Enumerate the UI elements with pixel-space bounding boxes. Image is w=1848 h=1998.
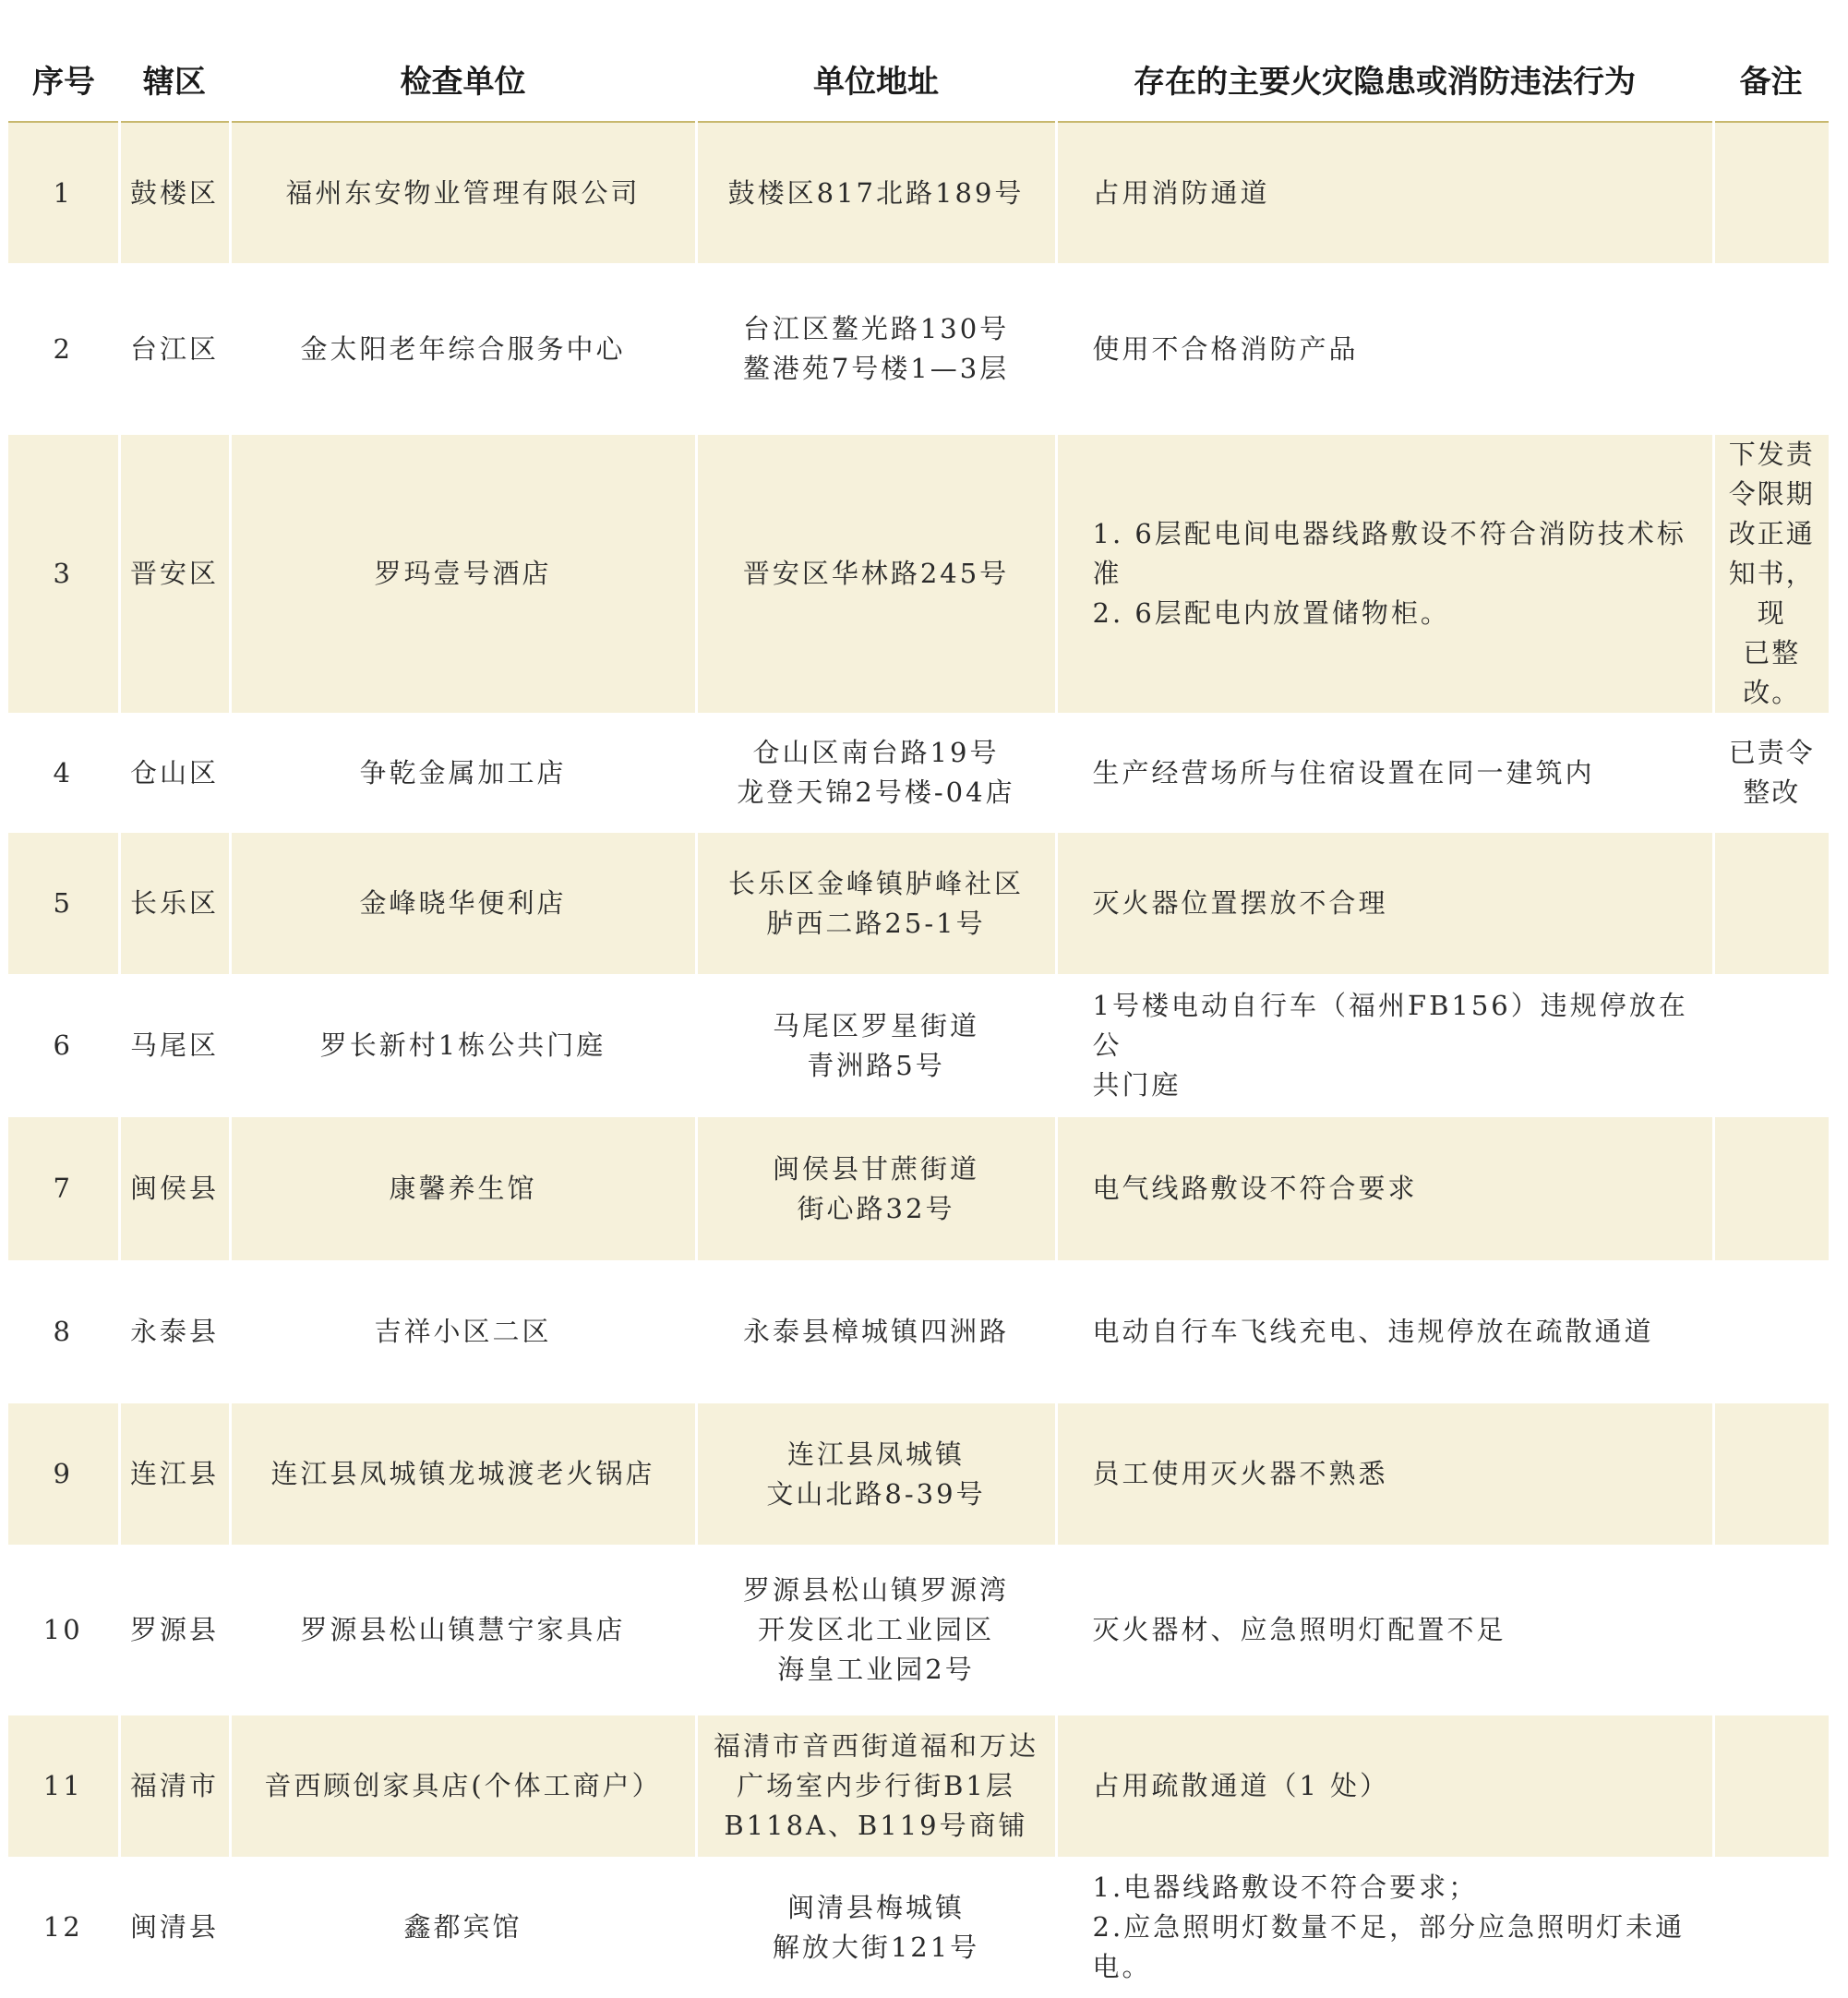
cell-district: 闽清县 (119, 1857, 230, 1998)
cell-no: 2 (8, 263, 119, 435)
cell-no: 12 (8, 1857, 119, 1998)
cell-note (1713, 122, 1829, 263)
cell-address-line: 马尾区罗星街道 (772, 1009, 979, 1041)
cell-no: 5 (8, 833, 119, 974)
cell-address (696, 833, 1056, 974)
cell-address-line: 永泰县樟城镇四洲路 (742, 1316, 1009, 1347)
cell-note (1713, 1715, 1829, 1857)
cell-district: 罗源县 (119, 1545, 230, 1715)
cell-address-line: 广场室内步行街B1层 (737, 1770, 1015, 1801)
table-row (8, 263, 1829, 435)
cell-address (696, 435, 1056, 713)
inspection-table (8, 37, 1829, 1998)
cell-no: 6 (8, 974, 119, 1117)
header-note: 备注 (1713, 37, 1829, 122)
cell-unit: 罗玛壹号酒店 (230, 435, 696, 713)
cell-district: 长乐区 (119, 833, 230, 974)
cell-issue-line: 1号楼电动自行车（福州FB156）违规停放在公 (1092, 990, 1688, 1061)
table-row (8, 1857, 1829, 1998)
cell-address-line: 仓山区南台路19号 (752, 737, 1000, 768)
cell-note (1713, 1403, 1829, 1545)
cell-unit: 吉祥小区二区 (230, 1260, 696, 1403)
cell-address (696, 1403, 1056, 1545)
cell-address-line: 晋安区华林路245号 (742, 558, 1010, 589)
header-row (8, 37, 1829, 122)
cell-note (1713, 974, 1829, 1117)
cell-address (696, 1857, 1056, 1998)
cell-issue (1056, 1857, 1713, 1998)
cell-district: 仓山区 (119, 713, 230, 833)
cell-address-line: 罗源县松山镇罗源湾 (742, 1574, 1009, 1606)
cell-note (1713, 713, 1829, 833)
table-row (8, 974, 1829, 1117)
cell-issue-line: 电动自行车飞线充电、违规停放在疏散通道 (1092, 1316, 1654, 1347)
cell-issue (1056, 1260, 1713, 1403)
table-row (8, 1260, 1829, 1403)
cell-unit: 福州东安物业管理有限公司 (230, 122, 696, 263)
cell-address (696, 1117, 1056, 1260)
cell-address-line: 台江区鳌光路130号 (742, 313, 1010, 344)
cell-address-line: 连江县凤城镇 (786, 1438, 965, 1470)
cell-address-line: 开发区北工业园区 (757, 1614, 994, 1645)
cell-district: 福清市 (119, 1715, 230, 1857)
cell-issue (1056, 974, 1713, 1117)
table-row (8, 1117, 1829, 1260)
cell-note (1713, 1117, 1829, 1260)
cell-no: 4 (8, 713, 119, 833)
cell-note-line: 知书，现 (1728, 558, 1815, 629)
cell-district: 连江县 (119, 1403, 230, 1545)
cell-no: 8 (8, 1260, 119, 1403)
cell-issue (1056, 122, 1713, 263)
cell-note-line: 整改 (1743, 776, 1801, 808)
cell-district: 马尾区 (119, 974, 230, 1117)
header-address: 单位地址 (696, 37, 1056, 122)
cell-no: 3 (8, 435, 119, 713)
table-row (8, 435, 1829, 713)
cell-no: 11 (8, 1715, 119, 1857)
cell-issue (1056, 1715, 1713, 1857)
cell-no: 7 (8, 1117, 119, 1260)
cell-issue (1056, 263, 1713, 435)
cell-issue (1056, 713, 1713, 833)
cell-note-line: 令限期 (1728, 478, 1815, 510)
cell-district: 晋安区 (119, 435, 230, 713)
table-body (8, 122, 1829, 1998)
cell-address (696, 1715, 1056, 1857)
table-row (8, 713, 1829, 833)
cell-issue (1056, 1545, 1713, 1715)
cell-no: 1 (8, 122, 119, 263)
cell-note (1713, 1260, 1829, 1403)
cell-note (1713, 435, 1829, 713)
cell-unit: 金太阳老年综合服务中心 (230, 263, 696, 435)
table-row (8, 1403, 1829, 1545)
header-issue: 存在的主要火灾隐患或消防违法行为 (1056, 37, 1713, 122)
cell-address (696, 1260, 1056, 1403)
cell-issue (1056, 1403, 1713, 1545)
cell-unit: 罗长新村1栋公共门庭 (230, 974, 696, 1117)
header-no: 序号 (8, 37, 119, 122)
cell-address-line: 解放大街121号 (772, 1931, 980, 1963)
cell-issue (1056, 833, 1713, 974)
cell-no: 9 (8, 1403, 119, 1545)
table-row (8, 1715, 1829, 1857)
cell-no: 10 (8, 1545, 119, 1715)
cell-address-line: 鼓楼区817北路189号 (727, 176, 1025, 209)
cell-note (1713, 833, 1829, 974)
cell-address-line: 文山北路8-39号 (766, 1477, 986, 1510)
cell-district: 闽侯县 (119, 1117, 230, 1260)
header-district: 辖区 (119, 37, 230, 122)
cell-issue-line: 1.电器线路敷设不符合要求； (1092, 1872, 1479, 1903)
cell-issue-line: 员工使用灭火器不熟悉 (1092, 1458, 1388, 1489)
cell-address (696, 122, 1056, 263)
cell-issue-line: 1. 6层配电间电器线路敷设不符合消防技术标准 (1092, 518, 1686, 589)
cell-address (696, 713, 1056, 833)
cell-unit: 康馨养生馆 (230, 1117, 696, 1260)
cell-district: 永泰县 (119, 1260, 230, 1403)
cell-unit: 连江县凤城镇龙城渡老火锅店 (230, 1403, 696, 1545)
cell-issue-line: 占用疏散通道（1 处） (1092, 1770, 1390, 1801)
cell-issue-line: 电气线路敷设不符合要求 (1092, 1173, 1418, 1204)
cell-note (1713, 263, 1829, 435)
cell-issue (1056, 1117, 1713, 1260)
cell-address-line: 长乐区金峰镇胪峰社区 (727, 867, 1024, 899)
cell-address (696, 263, 1056, 435)
cell-address-line: 街心路32号 (797, 1192, 955, 1224)
cell-issue-line: 生产经营场所与住宿设置在同一建筑内 (1092, 756, 1595, 788)
cell-issue (1056, 435, 1713, 713)
cell-note-line: 改正通 (1728, 518, 1815, 549)
cell-issue-line: 2. 6层配电内放置储物柜。 (1092, 597, 1450, 629)
cell-address-line: 福清市音西街道福和万达 (713, 1730, 1038, 1762)
cell-address-line: 龙登天锦2号楼-04店 (737, 776, 1015, 808)
cell-address-line: 青洲路5号 (807, 1049, 945, 1081)
cell-address-line: 胪西二路25-1号 (766, 907, 986, 939)
cell-unit: 罗源县松山镇慧宁家具店 (230, 1545, 696, 1715)
cell-district: 鼓楼区 (119, 122, 230, 263)
cell-issue-line: 灭火器材、应急照明灯配置不足 (1092, 1614, 1506, 1645)
cell-address (696, 1545, 1056, 1715)
cell-note-line: 已整改。 (1743, 637, 1801, 708)
cell-issue-line: 2.应急照明灯数量不足，部分应急照明灯未通电。 (1092, 1911, 1686, 1982)
cell-address-line: 鳌港苑7号楼1—3层 (742, 353, 1010, 384)
cell-note (1713, 1545, 1829, 1715)
cell-note-line: 已责令 (1728, 737, 1815, 768)
cell-note (1713, 1857, 1829, 1998)
header-unit: 检查单位 (230, 37, 696, 122)
table-row (8, 833, 1829, 974)
cell-address-line: B118A、B119号商铺 (724, 1810, 1028, 1841)
cell-issue-line: 占用消防通道 (1092, 176, 1270, 209)
table-row (8, 1545, 1829, 1715)
cell-issue-line: 使用不合格消防产品 (1092, 332, 1359, 365)
cell-unit: 鑫都宾馆 (230, 1857, 696, 1998)
cell-unit: 音西顾创家具店(个体工商户） (230, 1715, 696, 1857)
cell-address-line: 闽侯县甘蔗街道 (772, 1152, 979, 1185)
cell-address-line: 海皇工业园2号 (777, 1654, 975, 1685)
cell-address (696, 974, 1056, 1117)
cell-issue-line: 共门庭 (1092, 1069, 1182, 1101)
cell-address-line: 闽清县梅城镇 (786, 1891, 965, 1923)
cell-issue-line: 灭火器位置摆放不合理 (1092, 887, 1388, 919)
cell-unit: 争乾金属加工店 (230, 713, 696, 833)
cell-district: 台江区 (119, 263, 230, 435)
cell-unit: 金峰晓华便利店 (230, 833, 696, 974)
cell-note-line: 下发责 (1728, 439, 1815, 470)
table-row (8, 122, 1829, 263)
